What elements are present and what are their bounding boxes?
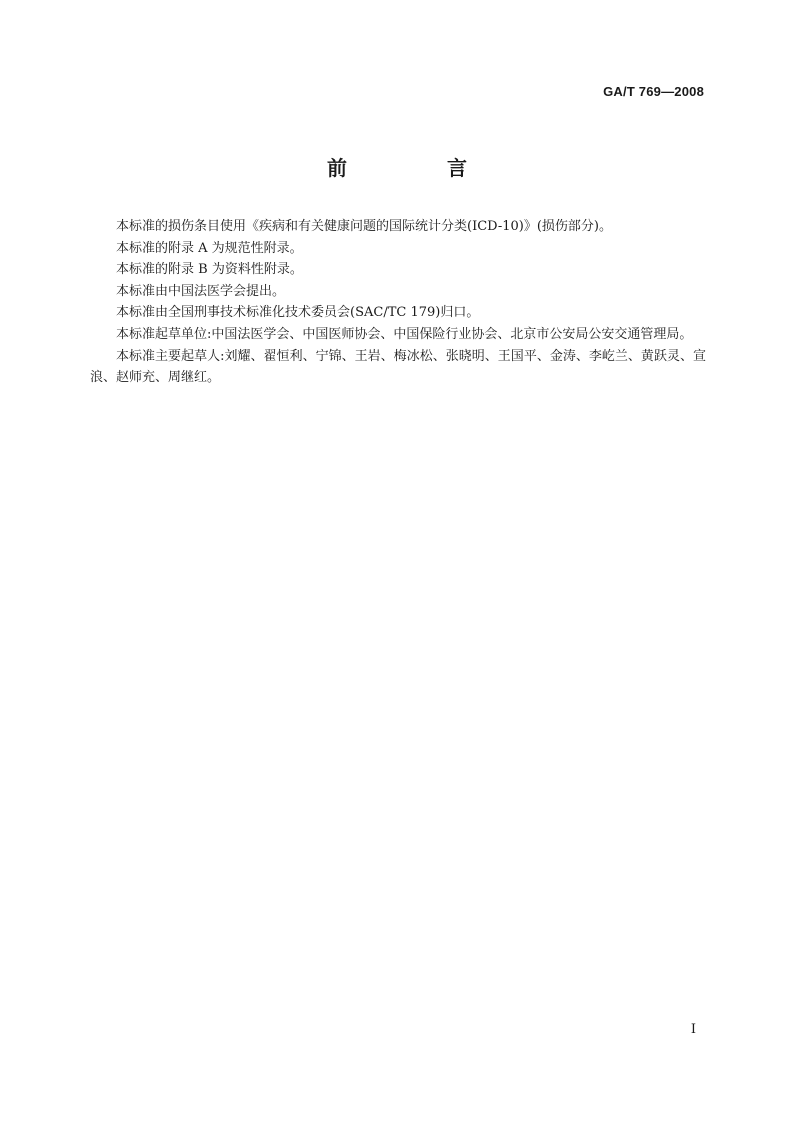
foreword-body bbox=[90, 216, 706, 389]
paragraph-drafting-units: 本标准起草单位:中国法医学会、中国医师协会、中国保险行业协会、北京市公安局公安交通管理局。 bbox=[116, 326, 693, 342]
page-number: I bbox=[690, 1022, 696, 1037]
paragraph-committee: 本标准由全国刑事技术标准化技术委员会(SAC/TC 179)归口。 bbox=[116, 305, 480, 321]
page-title: 前 言 bbox=[327, 156, 507, 180]
paragraph-appendix-a: 本标准的附录 A 为规范性附录。 bbox=[116, 240, 303, 256]
paragraph-drafters: 本标准主要起草人:刘耀、翟恒利、宁锦、王岩、梅冰松、张晓明、王国平、金涛、李屹兰、黄跃灵、宣浪、赵师充、周继红。 bbox=[90, 348, 706, 386]
standard-code: GA/T 769—2008 bbox=[603, 84, 704, 99]
paragraph-appendix-b: 本标准的附录 B 为资料性附录。 bbox=[116, 262, 303, 278]
paragraph-proposer: 本标准由中国法医学会提出。 bbox=[116, 283, 286, 299]
paragraph-icd-usage: 本标准的损伤条目使用《疾病和有关健康问题的国际统计分类(ICD-10)》(损伤部分)。 bbox=[116, 219, 612, 234]
